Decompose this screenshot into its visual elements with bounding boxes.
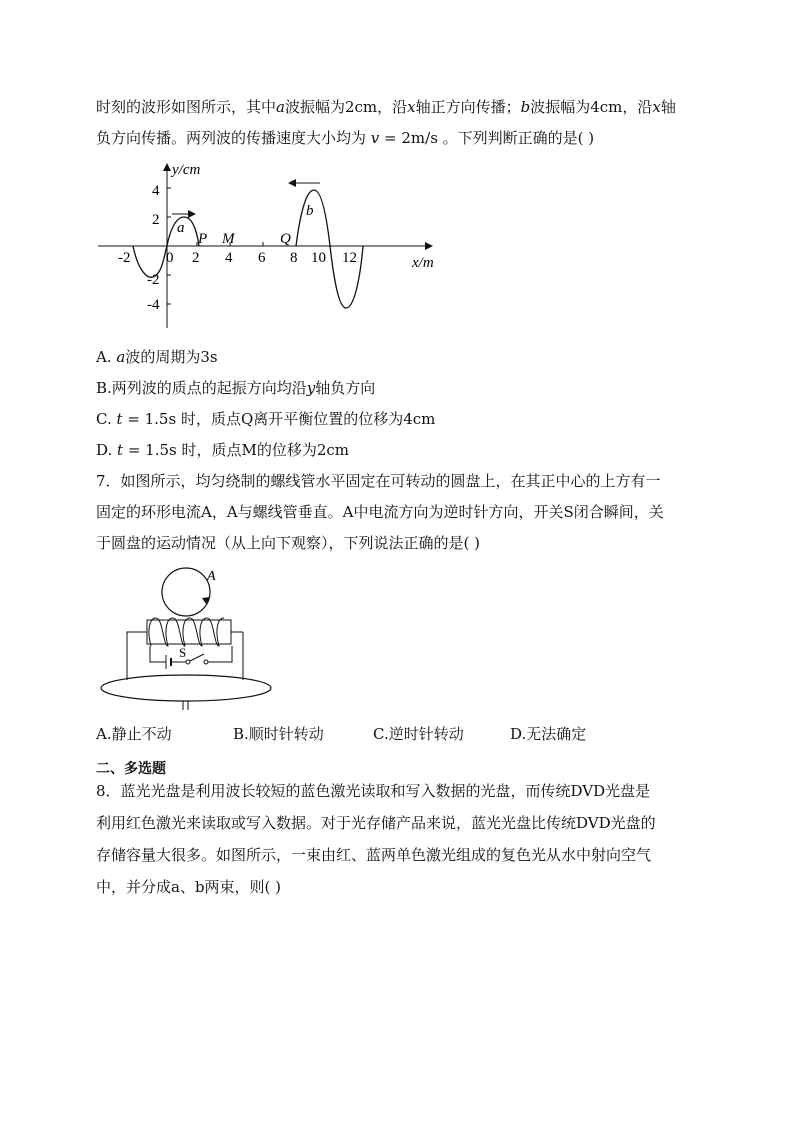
q7-option-a: A.静止不动 — [96, 725, 172, 743]
x-tick-8: 8 — [290, 250, 298, 266]
y-tick-neg2: -2 — [147, 272, 160, 288]
switch-label: S — [179, 645, 187, 660]
solenoid-figure — [96, 563, 286, 713]
point-M-label: M — [222, 231, 235, 247]
q7-stem-line2: 固定的环形电流A，A与螺线管垂直。A中电流方向为逆时针方向，开关S闭合瞬间，关 — [96, 503, 664, 521]
q6-option-a: A. a波的周期为3s — [96, 348, 218, 366]
x-tick-12: 12 — [342, 250, 357, 266]
circuit-wire — [127, 632, 140, 680]
q7-stem-line3: 于圆盘的运动情况（从上向下观察），下列说法正确的是( ) — [96, 534, 480, 552]
q6-stem-line1: 时刻的波形如图所示，其中a波振幅为2cm，沿x轴正方向传播；b波振幅为4cm，沿x轴 — [96, 98, 676, 116]
x-tick-2: 2 — [192, 250, 200, 266]
rotating-disk — [101, 675, 271, 701]
x-tick-0: 0 — [166, 250, 174, 266]
point-Q-label: Q — [280, 231, 291, 247]
y-tick-2: 2 — [152, 212, 160, 228]
x-tick-10: 10 — [311, 250, 326, 266]
solenoid-coils — [140, 618, 243, 646]
q7-option-b: B.顺时针转动 — [233, 725, 324, 743]
q6-option-c: C. t = 1.5s 时，质点Q离开平衡位置的位移为4cm — [96, 410, 436, 428]
q7-option-d: D.无法确定 — [510, 725, 587, 743]
ring-current-A — [162, 568, 210, 616]
q6-option-b: B.两列波的质点的起振方向均沿y轴负方向 — [96, 379, 376, 397]
q8-stem-line2: 利用红色激光来读取或写入数据。对于光存储产品来说，蓝光光盘比传统DVD光盘的 — [96, 814, 656, 832]
q8-stem-line4: 中，并分成a、b两束，则( ) — [96, 878, 282, 896]
point-P-label: P — [198, 231, 208, 247]
q7-option-c: C.逆时针转动 — [373, 725, 464, 743]
x-tick-neg2: -2 — [118, 250, 131, 266]
x-tick-4: 4 — [225, 250, 233, 266]
wave-b-label: b — [306, 203, 314, 219]
q7-stem-line1: 7．如图所示，均匀绕制的螺线管水平固定在可转动的圆盘上，在其正中心的上方有一 — [96, 472, 661, 490]
switch-wire — [150, 646, 166, 662]
ring-label: A — [207, 569, 216, 584]
q6-option-d: D. t = 1.5s 时，质点M的位移为2cm — [96, 441, 350, 459]
section-title: 二、多选题 — [96, 761, 166, 777]
q8-stem-line1: 8．蓝光光盘是利用波长较短的蓝色激光读取和写入数据的光盘，而传统DVD光盘是 — [96, 782, 651, 800]
switch-S — [190, 654, 204, 661]
x-tick-6: 6 — [258, 250, 266, 266]
x-axis-label: x/m — [412, 255, 434, 271]
q6-stem-line2: 负方向传播。两列波的传播速度大小均为 v = 2m/s 。下列判断正确的是( ) — [96, 129, 595, 147]
y-axis-label: y/cm — [172, 162, 201, 178]
wave-figure — [96, 156, 456, 336]
q8-stem-line3: 存储容量大很多。如图所示，一束由红、蓝两单色激光组成的复色光从水中射向空气 — [96, 846, 652, 864]
y-tick-neg4: -4 — [147, 297, 160, 313]
wave-a-label: a — [177, 220, 185, 236]
y-tick-4: 4 — [152, 183, 160, 199]
wave-a-curve — [133, 217, 199, 277]
